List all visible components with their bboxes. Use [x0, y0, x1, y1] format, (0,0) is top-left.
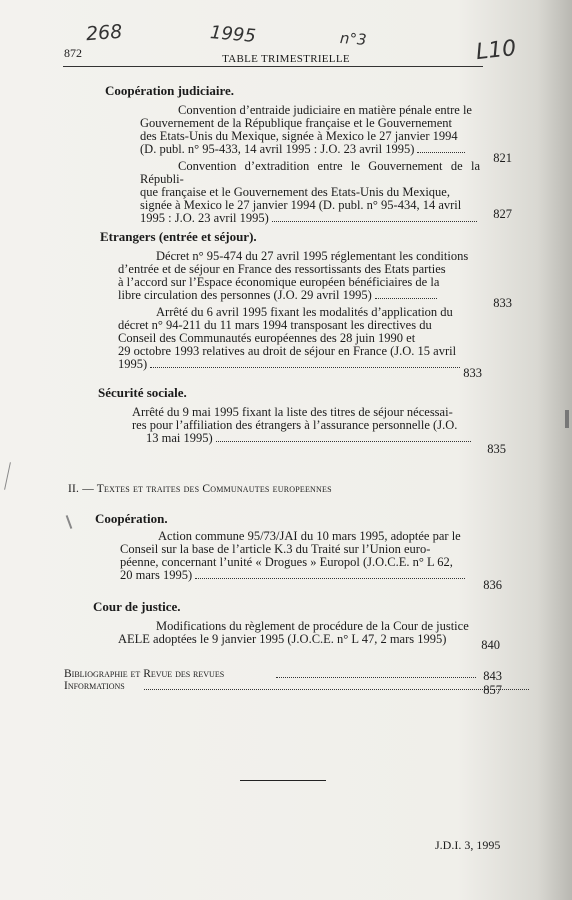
entry-line: Conseil des Communautés européennes des 28 juin 1990 et	[118, 331, 416, 345]
back-matter-line	[64, 668, 479, 680]
back-matter-line	[64, 680, 479, 692]
dot-leader	[272, 220, 477, 222]
page-footer: J.D.I. 3, 1995	[435, 838, 501, 852]
entry-line: que française et le Gouvernement des Etats-Unis du Mexique,	[140, 185, 450, 199]
dot-leader	[195, 577, 465, 579]
dot-leader	[276, 676, 476, 678]
dot-leader	[417, 151, 465, 153]
running-title: TABLE TRIMESTRIELLE	[222, 53, 350, 65]
page-ref: 821	[493, 151, 512, 165]
toc-entry	[140, 104, 480, 156]
page-ref: 827	[493, 207, 512, 221]
toc-entry	[120, 530, 470, 582]
handwritten-note: 1995	[209, 22, 257, 47]
handwritten-note: n°3	[339, 29, 368, 49]
section-title: Etrangers (entrée et séjour).	[100, 229, 257, 244]
entry-line: des Etats-Unis du Mexique, signée à Mexico le 27 janvier 1994	[140, 129, 458, 143]
entry-line: 1995 : J.O. 23 avril 1995)	[140, 211, 269, 225]
entry-line: Décret n° 95-474 du 27 avril 1995 réglementant les conditions	[156, 249, 469, 263]
entry-line: AELE adoptées le 9 janvier 1995 (J.O.C.E. n° L 47, 2 mars 1995)	[118, 632, 447, 646]
entry-line: Convention d’extradition entre le Gouvernement de la Républi-	[140, 159, 480, 186]
page-ref: 833	[463, 366, 482, 380]
entry-line: Convention d’entraide judiciaire en matière pénale entre le	[178, 103, 472, 117]
section-title: Coopération judiciaire.	[105, 83, 235, 98]
scan-mark	[66, 515, 73, 529]
section-title: Cour de justice.	[93, 599, 181, 614]
page-number: 872	[64, 46, 82, 60]
toc-entry	[140, 160, 480, 225]
toc-entry	[118, 620, 473, 646]
entry-line: d’entrée et de séjour en France des ressortissants des Etats parties	[118, 262, 446, 276]
entry-line: Modifications du règlement de procédure de la Cour de justice	[156, 619, 469, 633]
handwritten-note: 268	[85, 20, 123, 46]
entry-line: Action commune 95/73/JAI du 10 mars 1995, adoptée par le	[158, 529, 461, 543]
page-ref: 857	[483, 683, 502, 697]
entry-line: 20 mars 1995)	[120, 568, 193, 582]
entry-line: péenne, concernant l’unité « Drogues » Europol (J.O.C.E. n° L 62,	[120, 555, 453, 569]
entry-line: (D. publ. n° 95-433, 14 avril 1995 : J.O. 23 avril 1995)	[140, 142, 415, 156]
toc-entry	[118, 306, 476, 371]
entry-line: Arrêté du 6 avril 1995 fixant les modalités d’application du	[156, 305, 453, 319]
dot-leader	[150, 366, 460, 368]
entry-line: libre circulation des personnes (J.O. 29 avril 1995)	[118, 288, 372, 302]
page-ref: 833	[493, 296, 512, 310]
scan-mark	[565, 410, 569, 428]
entry-line: signée à Mexico le 27 janvier 1994 (D. publ. n° 95-434, 14 avril	[140, 198, 462, 212]
dot-leader	[216, 440, 471, 442]
entry-line: Gouvernement de la République française et le Gouvernement	[140, 116, 453, 130]
dot-leader	[375, 297, 437, 299]
back-matter-label: Informations	[64, 680, 125, 692]
part-heading: II. — Textes et traites des Communautes europeennes	[68, 483, 332, 495]
entry-line: 1995)	[118, 357, 148, 371]
section-title: Sécurité sociale.	[98, 385, 187, 400]
toc-entry	[118, 250, 476, 302]
entry-line: res pour l’affiliation des étrangers à l’assurance personnelle (J.O.	[132, 418, 458, 432]
entry-line: à l’accord sur l’Espace économique européen bénéficiaires de la	[118, 275, 440, 289]
section-title: Coopération.	[95, 511, 168, 526]
header-rule	[63, 66, 483, 67]
handwritten-note: L10	[474, 35, 518, 66]
entry-line: Conseil sur la base de l’article K.3 du Traité sur l’Union euro-	[120, 542, 431, 556]
toc-entry	[132, 406, 476, 445]
entry-line: 13 mai 1995)	[146, 431, 213, 445]
entry-line: Arrêté du 9 mai 1995 fixant la liste des titres de séjour nécessai-	[132, 405, 453, 419]
separator-rule	[240, 780, 326, 781]
entry-line: 29 octobre 1993 relatives au droit de séjour en France (J.O. 15 avril	[118, 344, 457, 358]
scan-mark	[4, 462, 11, 490]
page-ref: 840	[481, 638, 500, 652]
page-ref: 836	[483, 578, 502, 592]
page-ref: 835	[487, 442, 506, 456]
back-matter-label: Bibliographie et Revue des revues	[64, 668, 225, 680]
entry-line: décret n° 94-211 du 11 mars 1994 transposant les directives du	[118, 318, 432, 332]
page-ref: 843	[483, 669, 502, 683]
